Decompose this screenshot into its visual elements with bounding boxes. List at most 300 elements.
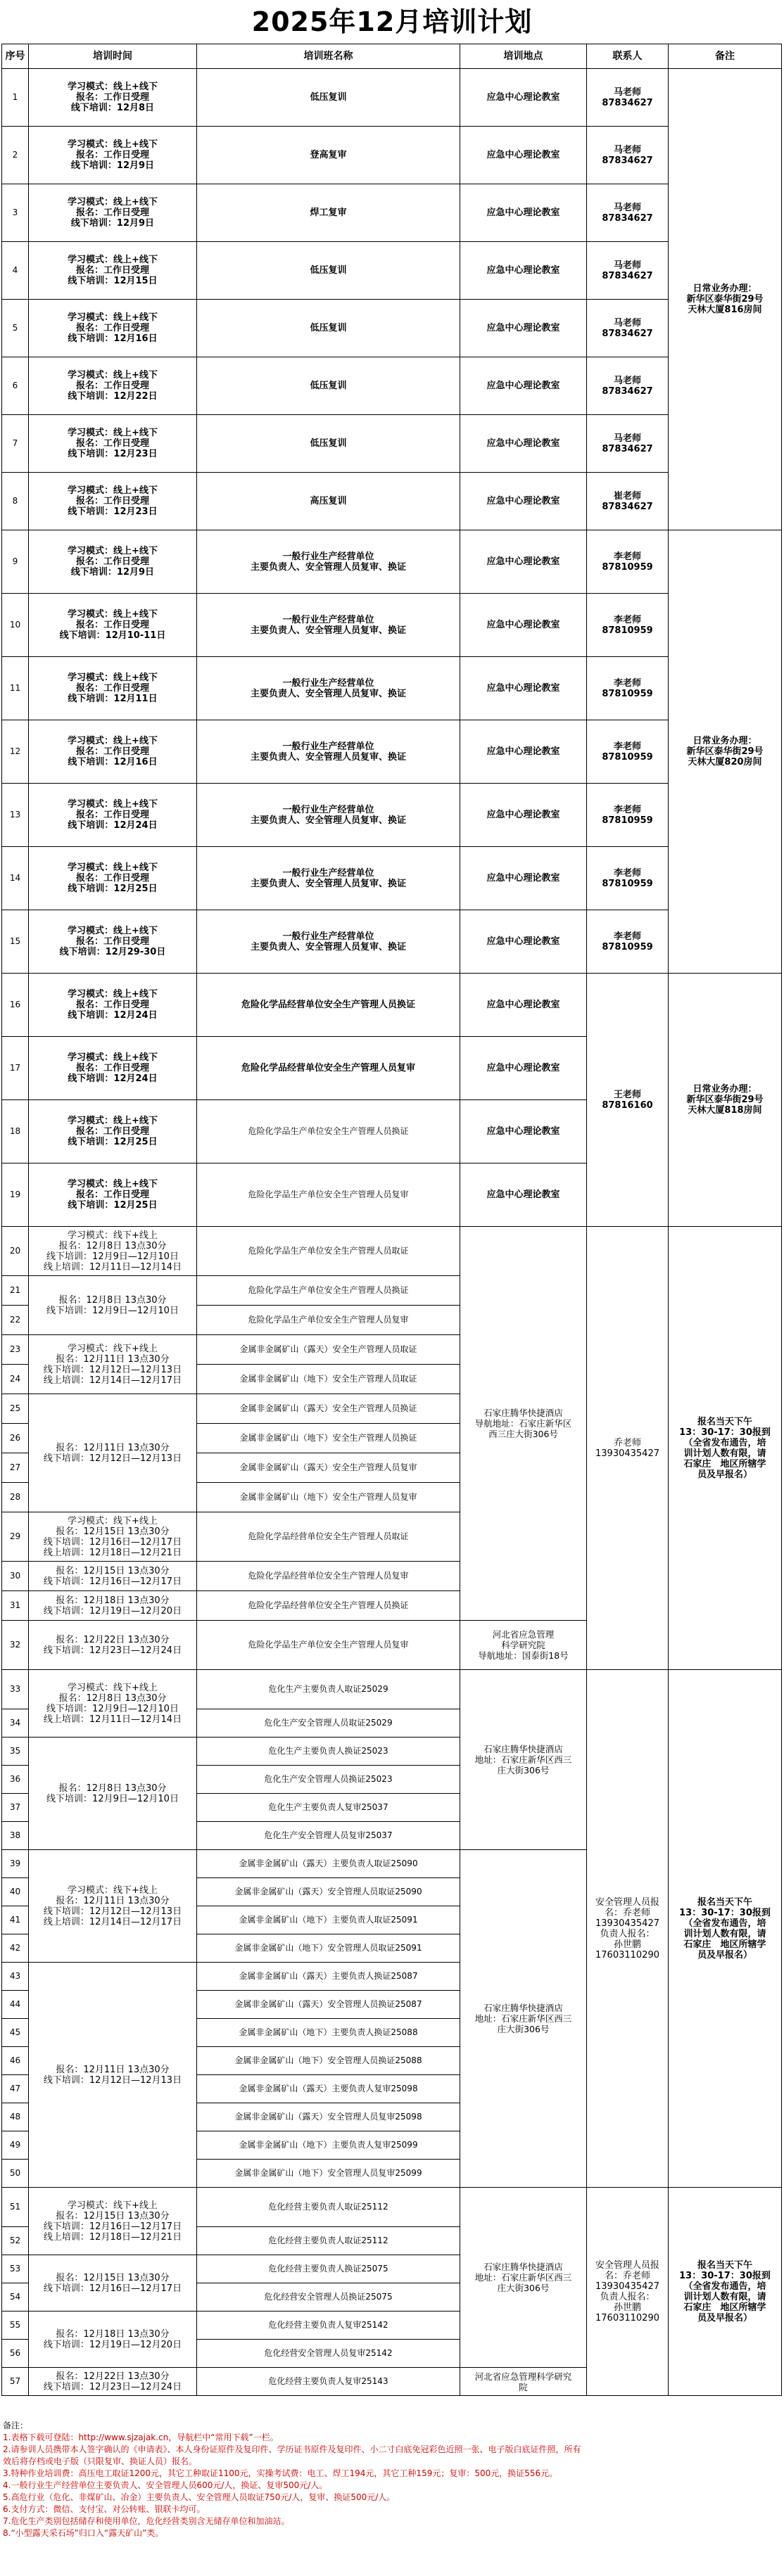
contact-person-line: 87810959	[602, 941, 653, 952]
training-time-line: 线上培训：12月14日—12月17日	[43, 1916, 182, 1927]
contact-person-line: 负责人报名：	[600, 1928, 655, 1939]
row-number: 31	[2, 1591, 29, 1621]
course-name: 危化生产主要负责人换证25023	[197, 1737, 460, 1766]
course-name: 低压复训	[197, 300, 460, 357]
course-name-line: 主要负责人、安全管理人员复审、换证	[250, 941, 406, 952]
row-number: 8	[2, 473, 29, 530]
course-name-line: 主要负责人、安全管理人员复审、换证	[250, 751, 406, 763]
course-name: 登高复审	[197, 127, 460, 184]
training-time-line: 线下培训：12月9日	[70, 567, 155, 578]
training-location: 应急中心理论教室	[460, 784, 587, 847]
training-location-line: 庄大街306号	[497, 2024, 550, 2034]
training-time-line: 线下培训：12月9日—12月10日	[46, 1793, 179, 1804]
training-time-line: 线下培训：12月16日	[68, 757, 158, 767]
course-name	[197, 530, 460, 594]
note-cell-line: 新华区泰华街29号	[686, 294, 764, 305]
training-location-line: 石家庄腾华快捷酒店	[483, 2262, 563, 2272]
row-number: 24	[2, 1365, 29, 1394]
training-time-line: 报名：工作日受理	[75, 683, 149, 694]
row-number: 48	[2, 2103, 29, 2131]
contact-person-line: 13930435427	[595, 1448, 659, 1459]
note-cell-line: 日常业务办理：	[693, 283, 757, 294]
row-number: 10	[2, 594, 29, 657]
training-time-line: 线上培训：12月11日—12月14日	[43, 1714, 182, 1725]
header-no: 序号	[2, 44, 29, 69]
training-time	[29, 184, 197, 242]
course-name: 金属非金属矿山（露天）安全生产管理人员复审	[197, 1453, 460, 1483]
course-name: 危化经营主要负责人取证25112	[197, 2227, 460, 2255]
table-row	[2, 184, 782, 242]
row-number: 47	[2, 2075, 29, 2103]
row-number: 1	[2, 69, 29, 127]
note-cell	[669, 974, 782, 1227]
row-number: 22	[2, 1306, 29, 1335]
table-row	[2, 910, 782, 974]
note-cell-line: 石家庄 地区所辖学	[683, 2302, 766, 2313]
table-row	[2, 974, 782, 1037]
row-number: 14	[2, 847, 29, 910]
training-time-line: 线下培训：12月12日—12月13日	[43, 2074, 182, 2086]
training-location	[460, 2368, 587, 2396]
course-name: 危险化学品经营单位安全生产管理人员复审	[197, 1562, 460, 1591]
training-time-line: 报名：12月11日 13点30分	[56, 2064, 170, 2075]
contact-person	[587, 127, 669, 184]
row-number: 38	[2, 1822, 29, 1850]
training-location-line: 地址：石家庄新华区西三	[474, 2013, 572, 2024]
training-time	[29, 473, 197, 530]
training-time-line: 报名：工作日受理	[75, 150, 149, 160]
training-time	[29, 1163, 197, 1227]
table-row	[2, 357, 782, 415]
training-time-line: 学习模式：线上+线下	[68, 428, 158, 438]
contact-person-line: 名：乔老师	[604, 1907, 650, 1918]
course-name: 危化生产主要负责人复审25037	[197, 1794, 460, 1822]
row-number: 54	[2, 2283, 29, 2312]
training-time	[29, 2188, 197, 2255]
training-time-line: 报名：工作日受理	[75, 265, 149, 276]
note-cell-line: 新华区泰华街29号	[686, 746, 764, 757]
contact-person	[587, 1227, 669, 1670]
training-time-line: 线下培训：12月16日—12月17日	[43, 1576, 182, 1587]
training-time-line: 报名：12月8日 13点30分	[58, 1692, 167, 1704]
row-number: 12	[2, 720, 29, 784]
row-number: 4	[2, 242, 29, 300]
training-time-line: 线下培训：12月12日—12月13日	[43, 1906, 182, 1917]
row-number: 19	[2, 1163, 29, 1227]
training-location: 应急中心理论教室	[460, 847, 587, 910]
course-name: 低压复训	[197, 357, 460, 415]
row-number: 2	[2, 127, 29, 184]
training-time-line: 学习模式：线上+线下	[68, 197, 158, 208]
training-time-line: 学习模式：线上+线下	[68, 1116, 158, 1126]
course-name: 金属非金属矿山（地下）安全管理人员复审25099	[197, 2160, 460, 2188]
training-time-line: 线上培训：12月11日—12月14日	[43, 1261, 182, 1273]
table-body	[2, 69, 782, 2396]
row-number: 42	[2, 1934, 29, 1963]
note-cell-line: 日常业务办理：	[693, 1084, 757, 1095]
training-location	[460, 1670, 587, 1850]
row-number: 3	[2, 184, 29, 242]
training-time-line: 线下培训：12月9日—12月10日	[46, 1251, 179, 1262]
training-time-line: 线下培训：12月9日	[70, 160, 155, 171]
course-name: 危化经营安全管理人员复审25142	[197, 2340, 460, 2368]
course-name-line: 主要负责人、安全管理人员复审、换证	[250, 688, 406, 699]
contact-person	[587, 473, 669, 530]
row-number: 30	[2, 1562, 29, 1591]
training-location-line: 河北省应急管理	[492, 1629, 555, 1640]
contact-person-line: 孙世鹏	[613, 1939, 641, 1950]
row-number: 51	[2, 2188, 29, 2227]
training-time-line: 报名：工作日受理	[75, 1063, 149, 1073]
course-name: 金属非金属矿山（地下）主要负责人取证25091	[197, 1906, 460, 1934]
training-location: 应急中心理论教室	[460, 594, 587, 657]
course-name: 危化经营主要负责人换证25075	[197, 2255, 460, 2283]
training-location-line: 科学研究院	[501, 1640, 545, 1650]
course-name	[197, 594, 460, 657]
training-location-line: 石家庄腾华快捷酒店	[483, 1744, 563, 1754]
training-time	[29, 1227, 197, 1276]
training-time-line: 学习模式：线上+线下	[68, 672, 158, 683]
course-name	[197, 657, 460, 720]
note-cell	[669, 69, 782, 530]
training-location: 应急中心理论教室	[460, 184, 587, 242]
row-number: 40	[2, 1878, 29, 1906]
table-row	[2, 2188, 782, 2227]
contact-person-line: 87834627	[602, 270, 653, 281]
note-cell	[669, 1670, 782, 2188]
table-row	[2, 300, 782, 357]
row-number: 55	[2, 2312, 29, 2340]
table-row	[2, 242, 782, 300]
course-name: 金属非金属矿山（露天）安全管理人员复审25098	[197, 2103, 460, 2131]
course-name: 危险化学品经营单位安全生产管理人员取证	[197, 1512, 460, 1562]
training-time-line: 报名：12月15日 13点30分	[56, 1526, 170, 1537]
training-time	[29, 127, 197, 184]
course-name: 金属非金属矿山（露天）主要负责人复审25098	[197, 2075, 460, 2103]
footnote-line: 3.特种作业培训费：高压电工取证1200元，其它工种取证1100元，实操考试费：电工、焊工194元，其它工种159元；复审：500元，换证556元。	[3, 2468, 558, 2478]
course-name: 危险化学品生产单位安全生产管理人员复审	[197, 1621, 460, 1670]
row-number: 26	[2, 1424, 29, 1453]
note-cell-line: 员及早报名）	[697, 1469, 752, 1480]
note-cell	[669, 1227, 782, 1670]
course-name: 危险化学品生产单位安全生产管理人员换证	[197, 1276, 460, 1306]
course-name: 金属非金属矿山（露天）安全生产管理人员换证	[197, 1394, 460, 1424]
row-number: 49	[2, 2131, 29, 2160]
contact-person	[587, 242, 669, 300]
training-time-line: 学习模式：线上+线下	[68, 1052, 158, 1063]
training-location-line: 河北省应急管理科学研究	[474, 2371, 572, 2382]
course-name-line: 主要负责人、安全管理人员复审、换证	[250, 561, 406, 573]
course-name	[197, 720, 460, 784]
row-number: 20	[2, 1227, 29, 1276]
training-time	[29, 1100, 197, 1163]
contact-person-line: 17603110290	[595, 2312, 659, 2323]
training-time-line: 报名：12月15日 13点30分	[56, 1565, 170, 1576]
course-name: 危化经营主要负责人取证25112	[197, 2188, 460, 2227]
course-name: 危险化学品生产单位安全生产管理人员取证	[197, 1227, 460, 1276]
row-number: 53	[2, 2255, 29, 2283]
training-time-line: 学习模式：线上+线下	[68, 926, 158, 936]
training-time-line: 学习模式：线下+线上	[68, 1885, 158, 1896]
training-time-line: 线下培训：12月16日—12月17日	[43, 1536, 182, 1548]
table-row	[2, 415, 782, 473]
contact-person-line: 87810959	[602, 815, 653, 826]
course-name: 金属非金属矿山（露天）主要负责人取证25090	[197, 1850, 460, 1878]
training-time	[29, 1621, 197, 1670]
training-time	[29, 1335, 197, 1394]
contact-person-line: 87834627	[602, 328, 653, 339]
note-cell-line: 训计划人数有限，请	[683, 2291, 766, 2302]
training-time-line: 报名：工作日受理	[75, 208, 149, 218]
contact-person-line: 安全管理人员报	[595, 1896, 659, 1908]
header-time: 培训时间	[29, 44, 197, 69]
training-time-line: 线下培训：12月23日—12月24日	[43, 2381, 182, 2392]
row-number: 18	[2, 1100, 29, 1163]
contact-person	[587, 720, 669, 784]
contact-person-line: 13930435427	[595, 2281, 659, 2292]
training-time-line: 报名：12月18日 13点30分	[56, 1595, 170, 1606]
contact-person-line: 87810959	[602, 688, 653, 699]
training-location: 应急中心理论教室	[460, 127, 587, 184]
training-time-line: 学习模式：线上+线下	[68, 546, 158, 556]
contact-person-line: 87834627	[602, 385, 653, 397]
training-location-line: 院	[519, 2381, 528, 2392]
row-number: 35	[2, 1737, 29, 1766]
contact-person-line: 87834627	[602, 155, 653, 166]
contact-person-line: 李老师	[613, 551, 641, 562]
training-time-line: 线下培训：12月12日—12月13日	[43, 1453, 182, 1464]
header-contact: 联系人	[587, 44, 669, 69]
training-time-line: 线下培训：12月23日	[68, 449, 158, 459]
training-time-line: 报名：工作日受理	[75, 496, 149, 506]
course-name: 危化生产安全管理人员取证25029	[197, 1709, 460, 1737]
contact-person	[587, 594, 669, 657]
row-number: 50	[2, 2160, 29, 2188]
training-location-line: 石家庄腾华快捷酒店	[483, 2003, 563, 2013]
course-name-line: 主要负责人、安全管理人员复审、换证	[250, 625, 406, 636]
training-time-line: 报名：工作日受理	[75, 556, 149, 567]
training-time	[29, 69, 197, 127]
course-name: 低压复训	[197, 242, 460, 300]
training-time-line: 线下培训：12月11日	[68, 694, 158, 704]
training-time	[29, 357, 197, 415]
training-time	[29, 1276, 197, 1335]
contact-person	[587, 357, 669, 415]
row-number: 27	[2, 1453, 29, 1483]
row-number: 6	[2, 357, 29, 415]
note-cell-line: 天林大厦820房间	[688, 757, 762, 767]
contact-person-line: 87834627	[602, 443, 653, 454]
note-cell	[669, 530, 782, 974]
course-name: 金属非金属矿山（地下）安全生产管理人员换证	[197, 1424, 460, 1453]
training-time-line: 报名：12月8日 13点30分	[58, 1294, 167, 1306]
contact-person-line: 孙世鹏	[613, 2302, 641, 2313]
training-time-line: 报名：12月15日 13点30分	[56, 2272, 170, 2283]
contact-person-line: 87834627	[602, 501, 653, 512]
table-row	[2, 847, 782, 910]
training-location	[460, 1227, 587, 1621]
training-time-line: 线下培训：12月24日	[68, 1010, 158, 1021]
note-cell-line: 石家庄 地区所辖学	[683, 1939, 766, 1950]
course-name: 焊工复审	[197, 184, 460, 242]
contact-person	[587, 2188, 669, 2396]
footnote-line: 2.请参训人员携带本人签字确认的《申请表》、本人身份证原件及复印件、学历证书原件及复印件、小二寸白底免冠彩色近照一张、电子版白底证件照，所有	[3, 2444, 581, 2454]
training-time-line: 学习模式：线上+线下	[68, 799, 158, 810]
training-time	[29, 1737, 197, 1850]
footnote-line: 6.支付方式：微信、支付宝、对公转账、银联卡均可。	[3, 2504, 206, 2514]
training-time-line: 线下培训：12月29-30日	[59, 947, 166, 957]
row-number: 15	[2, 910, 29, 974]
contact-person	[587, 69, 669, 127]
table-row	[2, 594, 782, 657]
contact-person-line: 王老师	[613, 1089, 641, 1100]
row-number: 32	[2, 1621, 29, 1670]
footnote-line: 7.危化生产类别包括储存和使用单位，危化经营类别含无储存单位和加油站。	[3, 2516, 290, 2526]
course-name: 金属非金属矿山（地下）安全管理人员取证25091	[197, 1934, 460, 1963]
contact-person-line: 乔老师	[613, 1437, 641, 1448]
training-location: 应急中心理论教室	[460, 473, 587, 530]
training-time-line: 线下培训：12月25日	[68, 1200, 158, 1211]
training-time	[29, 1850, 197, 1963]
training-time-line: 报名：工作日受理	[75, 873, 149, 884]
contact-person	[587, 530, 669, 594]
training-time-line: 线上培训：12月18日—12月21日	[43, 1547, 182, 1558]
course-name-line: 一般行业生产经营单位	[282, 677, 374, 689]
footnote-line: 5.高危行业（危化、非煤矿山、冶金）主要负责人、安全管理人员取证750元/人，复审、换证500元/人。	[3, 2492, 396, 2502]
training-location-line: 地址：石家庄新华区西三	[474, 1754, 572, 1765]
training-time-line: 学习模式：线上+线下	[68, 736, 158, 746]
training-location-line: 地址：石家庄新华区西三	[474, 2272, 572, 2283]
course-name	[197, 847, 460, 910]
course-name: 金属非金属矿山（地下）主要负责人复审25099	[197, 2131, 460, 2160]
row-number: 33	[2, 1670, 29, 1709]
note-cell-line: 报名当天下午	[697, 1896, 752, 1908]
training-time-line: 学习模式：线上+线下	[68, 312, 158, 323]
training-time-line: 学习模式：线上+线下	[68, 485, 158, 496]
contact-person-line: 李老师	[613, 677, 641, 689]
training-location	[460, 1621, 587, 1670]
course-name-line: 一般行业生产经营单位	[282, 741, 374, 752]
training-time-line: 学习模式：线下+线上	[68, 1682, 158, 1693]
row-number: 43	[2, 1963, 29, 1991]
course-name: 金属非金属矿山（地下）主要负责人换证25088	[197, 2019, 460, 2047]
training-time-line: 学习模式：线下+线上	[68, 2200, 158, 2211]
course-name: 危化生产主要负责人取证25029	[197, 1670, 460, 1709]
training-time-line: 线下培训：12月9日—12月10日	[46, 1703, 179, 1714]
row-number: 9	[2, 530, 29, 594]
contact-person	[587, 1670, 669, 2188]
note-cell-line: 天林大厦818房间	[688, 1105, 762, 1116]
course-name-line: 主要负责人、安全管理人员复审、换证	[250, 878, 406, 889]
training-time-line: 线下培训：12月25日	[68, 884, 158, 894]
table-row	[2, 530, 782, 594]
training-time-line: 报名：工作日受理	[75, 1000, 149, 1010]
row-number: 44	[2, 1991, 29, 2019]
note-cell	[669, 2188, 782, 2396]
training-location: 应急中心理论教室	[460, 415, 587, 473]
contact-person-line: 李老师	[613, 931, 641, 942]
row-number: 45	[2, 2019, 29, 2047]
course-name: 低压复训	[197, 69, 460, 127]
note-cell-line: 13：30-17：30报到	[679, 1907, 771, 1918]
training-time	[29, 242, 197, 300]
contact-person	[587, 784, 669, 847]
note-cell-line: 员及早报名）	[697, 2312, 752, 2323]
footnotes	[3, 2420, 780, 2539]
course-name: 金属非金属矿山（地下）安全生产管理人员复审	[197, 1483, 460, 1512]
training-time-line: 报名：工作日受理	[75, 438, 149, 449]
training-location: 应急中心理论教室	[460, 530, 587, 594]
note-cell-line: 新华区泰华街29号	[686, 1095, 764, 1105]
contact-person	[587, 184, 669, 242]
training-time-line: 线下培训：12月22日	[68, 391, 158, 402]
training-time-line: 线下培训：12月16日	[68, 333, 158, 344]
training-location: 应急中心理论教室	[460, 1037, 587, 1100]
row-number: 16	[2, 974, 29, 1037]
course-name: 危险化学品经营单位安全生产管理人员换证	[197, 974, 460, 1037]
training-location: 应急中心理论教室	[460, 357, 587, 415]
row-number: 46	[2, 2047, 29, 2075]
training-time-line: 线下培训：12月16日—12月17日	[43, 2283, 182, 2294]
contact-person	[587, 300, 669, 357]
row-number: 5	[2, 300, 29, 357]
training-time-line: 线上培训：12月18日—12月21日	[43, 2231, 182, 2243]
course-name: 金属非金属矿山（露天）安全管理人员取证25090	[197, 1878, 460, 1906]
training-time-line: 报名：工作日受理	[75, 323, 149, 333]
contact-person-line: 17603110290	[595, 1949, 659, 1960]
training-time	[29, 910, 197, 974]
training-location	[460, 1850, 587, 2188]
note-cell-line: 员及早报名）	[697, 1949, 752, 1960]
training-time-line: 线下培训：12月23日	[68, 506, 158, 517]
training-time-line: 线下培训：12月19日—12月20日	[43, 1605, 182, 1617]
training-time-line: 线下培训：12月16日—12月17日	[43, 2221, 182, 2232]
training-time	[29, 1037, 197, 1100]
training-time	[29, 2255, 197, 2312]
training-time-line: 线下培训：12月24日	[68, 820, 158, 831]
training-time-line: 学习模式：线上+线下	[68, 82, 158, 92]
training-time	[29, 2368, 197, 2396]
note-cell-line: 报名当天下午	[697, 1416, 752, 1427]
row-number: 36	[2, 1766, 29, 1794]
contact-person-line: 安全管理人员报	[595, 2259, 659, 2271]
course-name: 高压复训	[197, 473, 460, 530]
contact-person-line: 马老师	[613, 87, 641, 98]
row-number: 17	[2, 1037, 29, 1100]
table-row	[2, 473, 782, 530]
training-time-line: 报名：工作日受理	[75, 1190, 149, 1200]
contact-person-line: 87834627	[602, 97, 653, 108]
training-location: 应急中心理论教室	[460, 657, 587, 720]
course-name-line: 主要负责人、安全管理人员复审、换证	[250, 815, 406, 826]
row-number: 57	[2, 2368, 29, 2396]
training-time	[29, 2312, 197, 2368]
training-table	[1, 44, 782, 2396]
training-time-line: 报名：12月8日 13点30分	[58, 1783, 167, 1794]
course-name: 危化经营安全管理人员换证25075	[197, 2283, 460, 2312]
training-time-line: 线下培训：12月24日	[68, 1073, 158, 1084]
page-title: 2025年12月培训计划	[251, 6, 533, 37]
contact-person-line: 87810959	[602, 561, 653, 573]
table-header-row	[2, 44, 782, 69]
contact-person-line: 马老师	[613, 375, 641, 386]
training-time-line: 报名：工作日受理	[75, 92, 149, 103]
training-time-line: 报名：12月22日 13点30分	[56, 2371, 170, 2382]
contact-person-line: 李老师	[613, 741, 641, 752]
training-time	[29, 1963, 197, 2188]
training-time-line: 线下培训：12月25日	[68, 1137, 158, 1147]
training-time	[29, 784, 197, 847]
